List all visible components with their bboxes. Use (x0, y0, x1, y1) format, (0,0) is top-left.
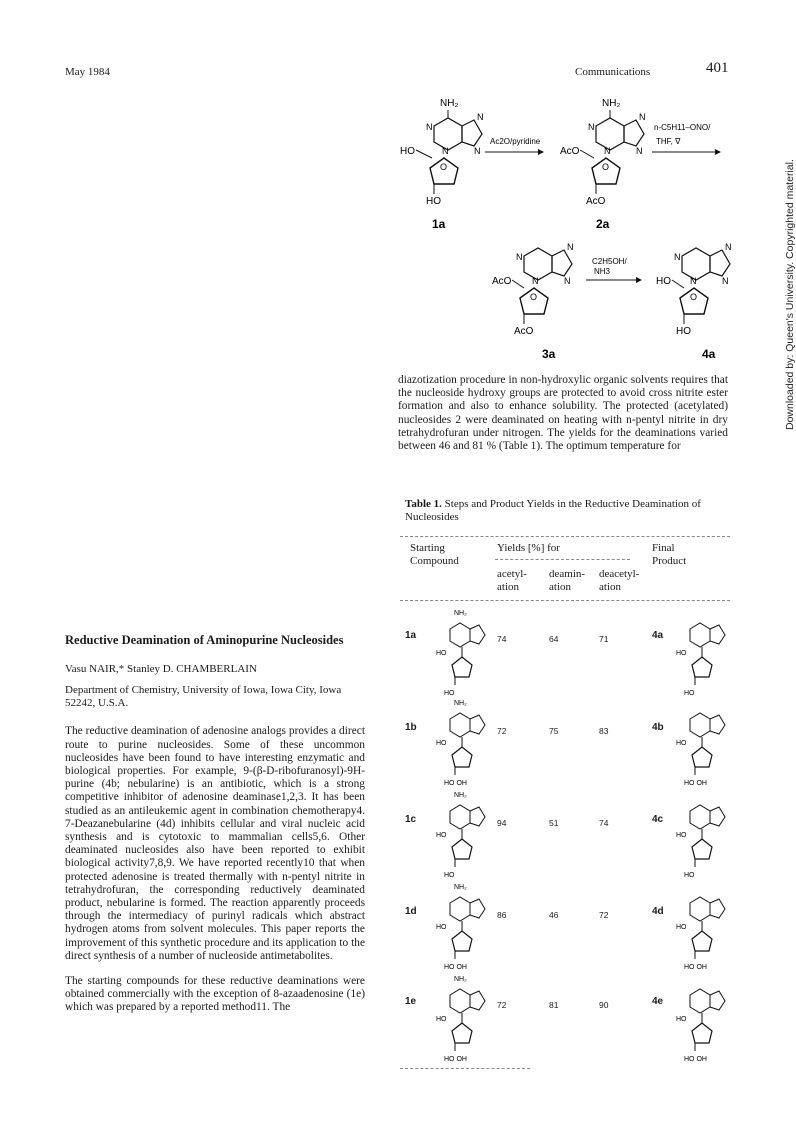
table-caption (405, 498, 735, 523)
svg-text:HO: HO (444, 872, 455, 879)
row-final: 4b (652, 722, 664, 733)
svg-text:NH₂: NH₂ (454, 610, 467, 617)
scheme-label-4a: 4a (702, 347, 716, 361)
row-final: 4c (652, 814, 664, 825)
row-final: 4e (652, 996, 664, 1007)
row-deacetylation: 74 (599, 818, 609, 828)
scheme-label-1a: 1a (432, 217, 446, 231)
download-notice: Downloaded by: Queen's University. Copyrighted material. (784, 159, 796, 430)
structure-2a (560, 98, 646, 231)
yields-rule (495, 559, 630, 560)
svg-text:HO: HO (444, 690, 455, 697)
row-final: 4d (652, 906, 664, 917)
row-start: 1a (405, 630, 417, 641)
table-bottom-rule (400, 1068, 530, 1069)
svg-text:HO: HO (656, 276, 671, 287)
col-deacetyl-2: ation (599, 581, 621, 593)
row-deamination: 75 (549, 726, 559, 736)
row-deacetylation: 83 (599, 726, 609, 736)
table-caption-text: Steps and Product Yields in the Reductive Deamination of Nucleosides (405, 498, 701, 523)
row-deacetylation: 72 (599, 910, 609, 920)
row-acetylation: 72 (497, 1000, 507, 1010)
row-1a-structures (436, 610, 725, 697)
row-start: 1c (405, 814, 417, 825)
row-acetylation: 74 (497, 634, 507, 644)
paragraph-2: The starting compounds for these reductive deaminations were obtained commercially with the exception of 8-azaadenosine (1e) which was prepared by a reported method11. The (65, 975, 365, 1014)
svg-text:AcO: AcO (560, 146, 580, 157)
svg-text:AcO: AcO (492, 276, 512, 287)
svg-text:NH₂: NH₂ (440, 98, 459, 109)
svg-text:NH₂: NH₂ (454, 976, 467, 983)
col-final-2: Product (652, 555, 687, 567)
svg-text:NH₂: NH₂ (454, 884, 467, 891)
row-1c-structures (436, 792, 725, 879)
svg-text:HO OH: HO OH (444, 1056, 467, 1063)
row-deamination: 46 (549, 910, 559, 920)
row-deacetylation: 71 (599, 634, 609, 644)
structure-4a (656, 242, 732, 361)
col-deamin-2: ation (549, 581, 571, 593)
row-start: 1d (405, 906, 417, 917)
svg-text:HO: HO (426, 196, 441, 207)
article-authors: Vasu NAIR,* Stanley D. CHAMBERLAIN (65, 663, 257, 676)
scheme-label-3a: 3a (542, 347, 556, 361)
svg-text:HO: HO (400, 146, 415, 157)
row-acetylation: 72 (497, 726, 507, 736)
article-affiliation: Department of Chemistry, University of Iowa, Iowa City, Iowa 52242, U.S.A. (65, 684, 342, 709)
row-1e-structures (436, 976, 725, 1063)
svg-text:HO OH: HO OH (684, 964, 707, 971)
svg-text:HO OH: HO OH (444, 780, 467, 787)
row-1d-structures (436, 884, 725, 971)
svg-text:HO: HO (684, 690, 695, 697)
col-acetyl-1: acetyl- (497, 568, 527, 580)
reaction-scheme: N N N N O NH₂ HO HO 1a Ac2O/pyridine NH₂ AcO AcO 2a n-C5H11–ONO/ THF, ∇ AcO AcO 3a C2H5OH/ NH3 HO HO 4a (390, 88, 740, 368)
article-title: Reductive Deamination of Aminopurine Nucleosides (65, 633, 344, 647)
col-starting-2: Compound (410, 555, 459, 567)
row-deamination: 51 (549, 818, 559, 828)
page-number: 401 (706, 60, 729, 76)
header-section: Communications (575, 66, 651, 78)
reagent-1: Ac2O/pyridine (490, 137, 541, 146)
svg-text:HO: HO (684, 872, 695, 879)
reagent-3-line2: NH3 (594, 267, 611, 276)
svg-text:NH₂: NH₂ (602, 98, 621, 109)
row-acetylation: 86 (497, 910, 507, 920)
col-yields: Yields [%] for (497, 542, 560, 554)
table-top-rule (400, 536, 730, 537)
svg-text:AcO: AcO (514, 326, 534, 337)
col-deamin-1: deamin- (549, 568, 586, 580)
col-deacetyl-1: deacetyl- (599, 568, 640, 580)
table-header-rule (400, 600, 730, 601)
col-acetyl-2: ation (497, 581, 519, 593)
table-caption-label: Table 1. (405, 498, 442, 510)
article-column (65, 634, 365, 1015)
svg-text:HO OH: HO OH (684, 780, 707, 787)
reagent-2-line1: n-C5H11–ONO/ (654, 123, 711, 132)
svg-text:HO OH: HO OH (444, 964, 467, 971)
row-deamination: 64 (549, 634, 559, 644)
row-deamination: 81 (549, 1000, 559, 1010)
row-start: 1e (405, 996, 417, 1007)
col-final-1: Final (652, 542, 675, 554)
header-date: May 1984 (65, 66, 110, 78)
paragraph-1: The reductive deamination of adenosine analogs provides a direct route to purine nucleosides. Some of these uncommon nucleosides have been found to have interesting enzymatic and biological properties. For example, 9-(β-D-ribofuranosyl)-9H-purine (4b; nebularine) is an antibiotic, which is a strong competitive inhibitor of adenosine deaminase1,2,3. It has been studied as an antileukemic agent in combination chemotherapy4. 7-Deazanebularine (4d) inhibits cellular and viral nucleic acid synthesis and is cytotoxic to mammalian cells5,6. Other deaminated nucleosides also have been reported to exhibit biological activity7,8,9. We have reported recently10 that when protected adenosine is treated thermally with n-pentyl nitrite in tetrahydrofuran, the corresponding reductively deaminated product, nebularine is formed. The reaction apparently proceeds through the intermediacy of purinyl radicals which abstract hydrogen atoms from solvent molecules. This paper reports the improvement of this synthetic procedure and its application to the direct synthesis of a number of nucleoside antimetabolites. (65, 725, 365, 962)
reagent-3-line1: C2H5OH/ (592, 257, 627, 266)
row-1b-structures (436, 700, 725, 787)
paragraph-right: diazotization procedure in non-hydroxylic organic solvents requires that the nucleoside hydroxy groups are protected to avoid cross nitrite ester formation and also to enhance solubility. The protected (acetylated) nucleosides 2 were deaminated on heating with n-pentyl nitrite in dry tetrahydrofuran under nitrogen. The yields for the deaminations varied between 46 and 81 % (Table 1). The optimum temperature for (398, 374, 728, 453)
row-acetylation: 94 (497, 818, 507, 828)
table-structures: HO NH₂ HO HO NH₂ HO OH HO OH NH₂ HO HO NH₂ HO OH HO OH NH₂ HO OH HO OH (398, 605, 738, 1065)
reagent-2-line2: THF, ∇ (656, 137, 681, 146)
svg-text:HO: HO (676, 326, 691, 337)
svg-text:AcO: AcO (586, 196, 606, 207)
col-starting-1: Starting (410, 542, 445, 554)
row-final: 4a (652, 630, 664, 641)
right-column-text (398, 374, 728, 453)
structure-1a (400, 98, 484, 231)
svg-text:HO OH: HO OH (684, 1056, 707, 1063)
svg-text:NH₂: NH₂ (454, 700, 467, 707)
svg-text:NH₂: NH₂ (454, 792, 467, 799)
row-deacetylation: 90 (599, 1000, 609, 1010)
row-start: 1b (405, 722, 417, 733)
scheme-label-2a: 2a (596, 217, 610, 231)
structure-3a (492, 242, 574, 361)
